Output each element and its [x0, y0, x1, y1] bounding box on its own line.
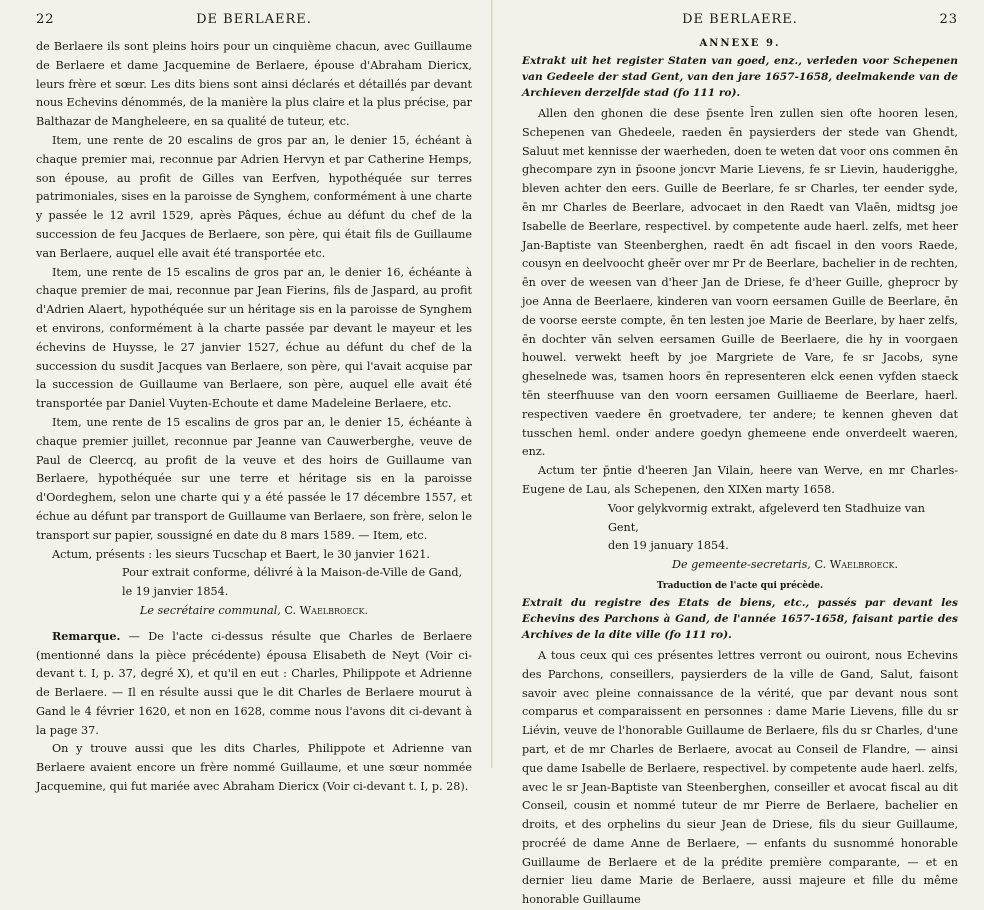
flemish-closing-line-2: den 19 january 1854. — [608, 539, 729, 553]
left-closing-line-1: Pour extrait conforme, délivré à la Maison-de-Ville de Gand, — [122, 566, 463, 580]
remark-paragraph — [36, 627, 472, 741]
annexe-title: ANNEXE 9. — [699, 38, 781, 49]
left-paragraph-4: Item, une rente de 15 escalins de gros par an, le denier 15, échéante à chaque premier juillet, reconnue par Jeanne van Cauwerberghe, veuve de Paul de Cleercq, au profit de la veuve et des hoirs de Guillaume van Berlaere, hypothéquée sur une terre et héritage sis en la paroisse d'Oordeghem, selon une charte qui y a été passée le 17 décembre 1557, et échue au défunt par transport de Guillaume van Berlaere, son frère, selon le transport sur papier, soussigné en date du 8 mars 1589. — Item, etc. — [36, 415, 472, 542]
left-closing-line-2: le 19 janvier 1854. — [122, 585, 229, 599]
left-paragraph-2: Item, une rente de 20 escalins de gros par an, le denier 15, échéant à chaque premier mai, reconnue par Adrien Hervyn et par Catherine Hemps, son épouse, au profit de Gilles van Eerfven, hypothéquée sur terres patrimoniales, sises en la paroisse de Synghem, conformément à une charte y passée le 12 avril 1529, après Pâques, échue au défunt du chef de la succession de feu Jacques de Berlaere, son père, qui était fils de Guillaume van Berlaere, auquel elle avait été transportée etc. — [36, 133, 472, 260]
left-signature — [36, 602, 472, 621]
translation-title: Traduction de l'acte qui précède. — [656, 580, 824, 591]
right-page — [492, 0, 984, 907]
remark-paragraph-2: On y trouve aussi que les dits Charles, Philippote et Adrienne van Berlaere avaient encore un frère nommé Guillaume, et une sœur nommée Jacquemine, qui fut mariée avec Abraham Diericx (Voir ci-devant t. I, p. 28). — [36, 742, 472, 794]
flemish-paragraph-1: Allen den ghonen die dese p̄sente l̄ren zullen sien ofte hooren lesen, Schepenen van Ghedeele, raeden ēn paysierders der stede van Ghendt, Saluut met kennisse der waerheden, doen te weten dat voor ons commen ēn ghecompare zyn in p̄soone joncvr Marie Lievens, fe sr Lievin, hauderigghe, bleven achter den eers. Guille de Beerlare, fe sr Charles, ter eender syde, ēn mr Charles de Beerlare, advocaet in den Raedt van Vlaēn, midtsg joe Isabelle de Beerlare, respectivel. by competente aude haerl. zelfs, met heer Jan-Baptiste van Steenberghen, raedt ēn adt fiscael in den voors Raede, cousyn en deelvoocht gheēr over mr Pr de Beerlare, bachelier in de rechten, ēn over de weesen van d'heer Jan de Driese, fe d'heer Guille, gheprocr by joe Anna de Beerlaere, kinderen van voorn eersamen Guille de Beerlare, ēn de voorse eerste compte, ēn ten lesten joe Marie de Beerlare, by haer zelfs, ēn dochter vān selven eersamen Guille de Beerlaere, die hy in voorgaen houwel. verwekt heeft by joe Margriete de Vare, fe sr Jacobs, syne gheselnede was, tsamen hoors ēn representeren elck eenen vyfden staeck tēn steerfhuuse van den voorn eersamen Guilliaeme de Beerlare, haerl. respectiven vaedere ēn groetvadere, ter andere; te kennen gheven dat tusschen heml. onder andere goedyn ghemeene ende onverdeelt waeren, enz. — [522, 107, 958, 459]
flemish-paragraph-2: Actum ter p̄ntie d'heeren Jan Vilain, heere van Werve, en mr Charles-Eugene de Lau, als Schepenen, den XIXen marty 1658. — [522, 464, 958, 496]
left-paragraph-5: Actum, présents : les sieurs Tucschap et Baert, le 30 janvier 1621. — [52, 547, 430, 561]
remark-label: Remarque. — [52, 628, 121, 643]
left-signature-role: Le secrétaire communal, — [139, 603, 281, 617]
remark-text: — De l'acte ci-dessus résulte que Charles de Berlaere (mentionné dans la pièce précédente) épousa Elisabeth de Neyt (Voir ci-devant t. I, p. 37, degré X), et qu'il en eut : Charles, Philippote et Adrienne de Berlaere. — Il en résulte aussi que le dit Charles de Berlaere mourut à Gand le 4 février 1620, et non en 1628, comme nous l'avons dit ci-devant à la page 37. — [36, 629, 472, 737]
right-running-title: DE BERLAERE. — [682, 12, 798, 27]
flemish-signature-name: C. Waelbroeck. — [814, 558, 899, 572]
flemish-signature — [522, 556, 958, 575]
right-page-number: 23 — [939, 12, 958, 27]
flemish-signature-role: De gemeente-secretaris, — [672, 558, 811, 572]
left-paragraph-1: de Berlaere ils sont pleins hoirs pour un cinquième chacun, avec Guillaume de Berlaere et dame Jacquemine de Berlaere, épouse d'Abraham Diericx, leurs frère et sœur. Les dits biens sont ainsi déclarés et détaillés par devant nous Echevins dénommés, de la manière la plus claire et la plus précise, par Balthazar de Mangheleere, en sa qualité de tuteur, etc. — [36, 40, 472, 129]
french-paragraph: A tous ceux qui ces présentes lettres verront ou ouiront, nous Echevins des Parchons, conseillers, paysierders de la ville de Gand, Salut, faisont savoir avec pleine connaissance de la vérité, que par devant nous sont comparus et comparaissent en personnes : dame Marie Lievens, fille du sr Liévin, veuve de l'honorable Guillaume de Berlaere, fils du sr Charles, d'une part, et de mr Charles de Berlaere, avocat au Conseil de Flandre, — ainsi que dame Isabelle de Berlaere, respectivel. by competente aude haerl. zelfs, avec le sr Jean-Baptiste van Steenberghen, conseiller et avocat fiscal au dit Conseil, cousin et nommé tuteur de mr Pierre de Berlaere, bachelier en droits, et des orphelins du sieur Jean de Driese, fils du sieur Guillaume, procréé de dame Anne de Berlaere, — enfants du susnommé honorable Guillaume de Berlaere et de la prédite première comparante, — et en dernier lieu dame Marie de Berlaere, aussi majeure et fille du même honorable Guillaume — [522, 648, 958, 907]
left-running-header — [36, 12, 472, 38]
left-page — [0, 0, 492, 794]
french-heading: Extrait du registre des Etats de biens, etc., passés par devant les Echevins des Parchons à Gand, de l'année 1657-1658, faisant partie des Archives de la dite ville (fo 111 ro). — [522, 596, 958, 641]
left-page-number: 22 — [36, 12, 55, 27]
right-running-header — [522, 12, 958, 38]
left-running-title: DE BERLAERE. — [196, 12, 312, 27]
flemish-heading: Extrakt uit het register Staten van goed, enz., verleden voor Schepenen van Gedeele der stad Gent, van den jare 1657-1658, deelmakende van de Archieven derzelfde stad (fo 111 ro). — [522, 55, 958, 99]
left-signature-name: C. Waelbroeck. — [284, 603, 369, 617]
left-paragraph-3: Item, une rente de 15 escalins de gros par an, le denier 16, échéante à chaque premier de mai, reconnue par Jean Fierins, fils de Jaspard, au profit d'Adrien Alaert, hypothéquée sur un héritage sis en la paroisse de Synghem et environs, conformément à la charte passée par devant le mayeur et les échevins de Huysse, le 27 janvier 1527, échue au défunt du chef de la succession du susdit Jacques van Berlaere, son père, qui l'avait acquise par la succession de Guillaume van Berlaere, son père, auquel elle avait été transportée par Daniel Vuyten-Echoute et dame Madeleine Berlaere, etc. — [36, 265, 472, 411]
flemish-closing-line-1: Voor gelykvormig extrakt, afgeleverd ten Stadhuize van Gent, — [608, 501, 925, 534]
